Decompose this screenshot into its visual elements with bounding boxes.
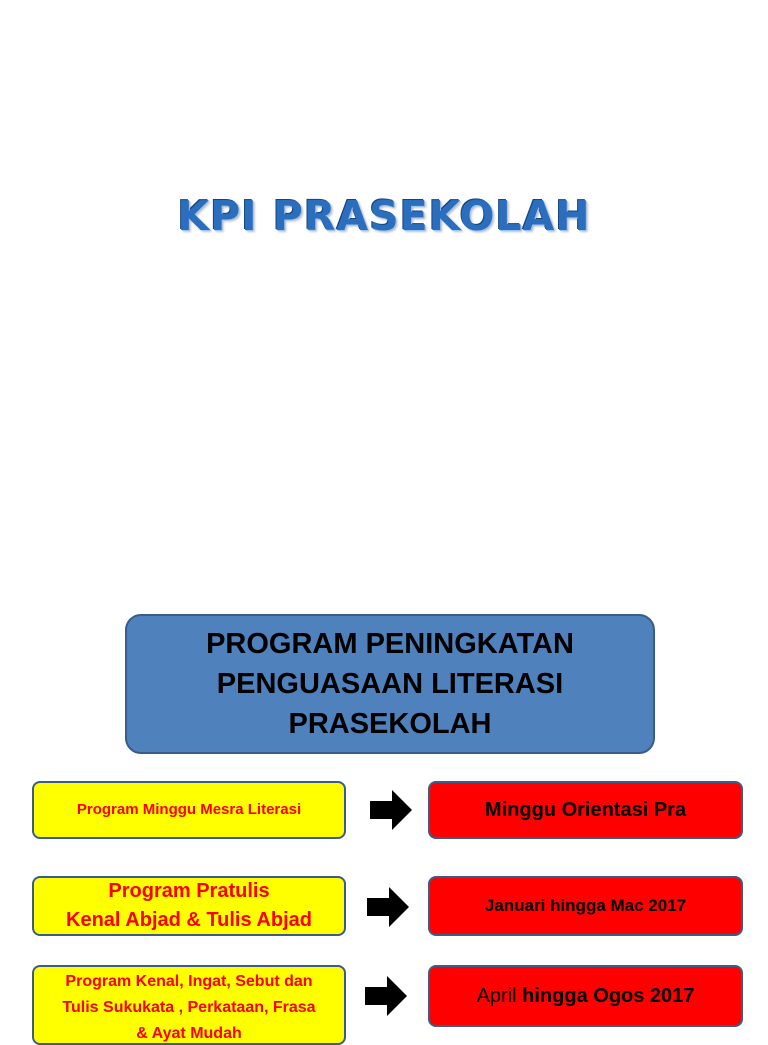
right-arrow-icon [363, 974, 409, 1018]
program-box-2 [32, 876, 346, 936]
period-label-3-rest: hingga Ogos 2017 [522, 984, 695, 1007]
program-box-1 [32, 781, 346, 839]
period-label-1: Minggu Orientasi Pra [484, 798, 687, 821]
program-header-line-3: PRASEKOLAH [288, 708, 492, 740]
period-box-3 [428, 965, 743, 1027]
program-header-box [125, 614, 655, 754]
program-label-2-line-2: Kenal Abjad & Tulis Abjad [66, 909, 312, 931]
period-label-3-month: April [476, 984, 517, 1007]
period-label-3 [477, 985, 695, 1008]
program-label-2-line-1: Program Pratulis [108, 880, 270, 902]
period-box-2 [428, 876, 743, 936]
period-box-1 [428, 781, 743, 839]
program-box-3 [32, 965, 346, 1045]
program-header-line-1: PROGRAM PENINGKATAN [206, 628, 574, 660]
program-label-3-line-2: Tulis Sukukata , Perkataan, Frasa [62, 999, 316, 1016]
right-arrow-icon [368, 788, 414, 832]
program-label-3-line-1: Program Kenal, Ingat, Sebut dan [65, 973, 313, 990]
slide-title: KPI PRASEKOLAH [177, 192, 591, 240]
program-label-3-line-3: & Ayat Mudah [136, 1025, 242, 1042]
program-header-line-2: PENGUASAAN LITERASI [216, 668, 564, 700]
period-label-2: Januari hingga Mac 2017 [484, 896, 687, 915]
program-label-1: Program Minggu Mesra Literasi [76, 801, 302, 818]
right-arrow-icon [365, 885, 411, 929]
